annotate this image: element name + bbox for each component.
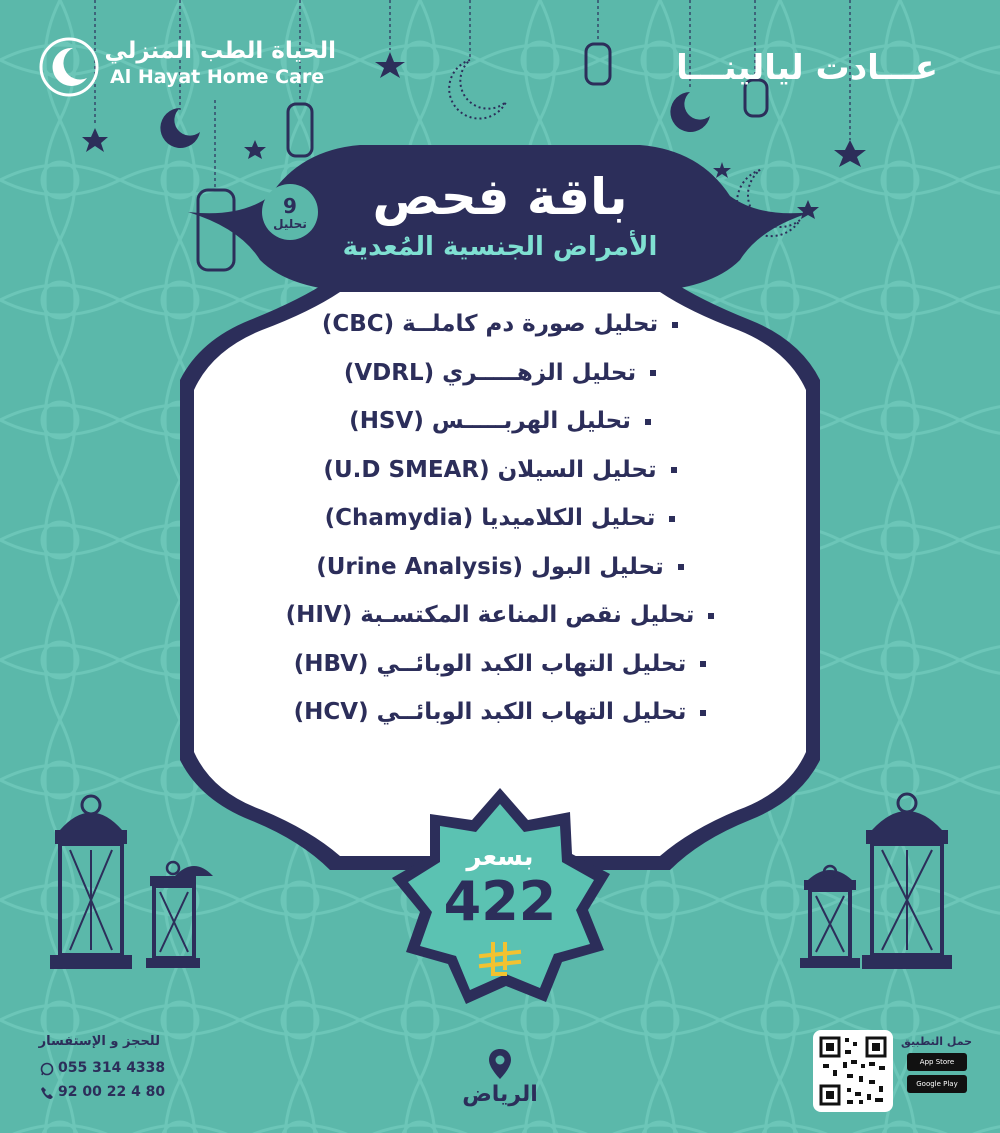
bullet-icon bbox=[678, 564, 684, 570]
phone-icon bbox=[40, 1086, 54, 1100]
location-pin-icon bbox=[488, 1048, 512, 1080]
list-item bbox=[230, 397, 770, 446]
city-label: الرياض bbox=[462, 1082, 538, 1107]
crescent-logo-icon bbox=[38, 36, 100, 98]
test-name: تحليل صورة دم كاملــة (CBC) bbox=[321, 311, 659, 337]
brand-name-ar: الحياة الطب المنزلي bbox=[104, 38, 336, 64]
appstore-badge[interactable]: App Store bbox=[907, 1053, 967, 1071]
test-name: تحليل البول (Urine Analysis) bbox=[316, 553, 664, 580]
bullet-icon bbox=[708, 613, 714, 619]
whatsapp-icon bbox=[40, 1062, 54, 1076]
qr-code[interactable] bbox=[813, 1030, 893, 1112]
bullet-icon bbox=[669, 516, 675, 522]
phone-number[interactable]: 92 00 22 4 80 bbox=[58, 1084, 166, 1100]
saudi-riyal-icon bbox=[475, 940, 525, 980]
brand-name-en: Al Hayat Home Care bbox=[110, 66, 325, 88]
download-app-label: حمل التطبيق bbox=[901, 1035, 972, 1048]
bullet-icon bbox=[700, 710, 706, 716]
package-subtitle: الأمراض الجنسية المُعدية bbox=[342, 232, 658, 262]
bullet-icon bbox=[700, 661, 706, 667]
bullet-icon bbox=[671, 467, 677, 473]
test-name: تحليل الكلاميديا (Chamydia) bbox=[324, 505, 656, 531]
booking-label: للحجز و الإستفسار bbox=[38, 1034, 160, 1049]
test-name: تحليل نقص المناعة المكتسـبة (HIV) bbox=[285, 602, 695, 628]
test-name: تحليل التهاب الكبد الوبائــي (HCV) bbox=[293, 699, 687, 725]
list-item bbox=[230, 591, 770, 640]
slogan: عـــادت ليالينـــا bbox=[676, 48, 938, 88]
test-count-label: تحليل bbox=[273, 217, 307, 231]
whatsapp-number[interactable]: 055 314 4338 bbox=[58, 1060, 166, 1076]
list-item bbox=[230, 543, 770, 592]
googleplay-badge[interactable]: Google Play bbox=[907, 1075, 967, 1093]
bullet-icon bbox=[672, 322, 678, 328]
bullet-icon bbox=[645, 419, 651, 425]
bullet-icon bbox=[650, 370, 656, 376]
test-name: تحليل الهربـــــس (HSV) bbox=[349, 408, 631, 434]
test-name: تحليل السيلان (U.D SMEAR) bbox=[323, 456, 657, 483]
price-value: 422 bbox=[443, 870, 557, 933]
test-list bbox=[230, 300, 770, 737]
test-count: 9 bbox=[283, 194, 297, 218]
package-title: باقة فحص bbox=[372, 168, 628, 226]
price-label: بسعر bbox=[466, 842, 534, 872]
test-name: تحليل التهاب الكبد الوبائــي (HBV) bbox=[293, 650, 687, 677]
list-item bbox=[230, 494, 770, 543]
list-item bbox=[230, 640, 770, 689]
list-item bbox=[230, 446, 770, 495]
list-item bbox=[230, 349, 770, 398]
list-item bbox=[230, 300, 770, 349]
test-name: تحليل الزهـــــري (VDRL) bbox=[343, 359, 637, 386]
list-item bbox=[230, 688, 770, 737]
